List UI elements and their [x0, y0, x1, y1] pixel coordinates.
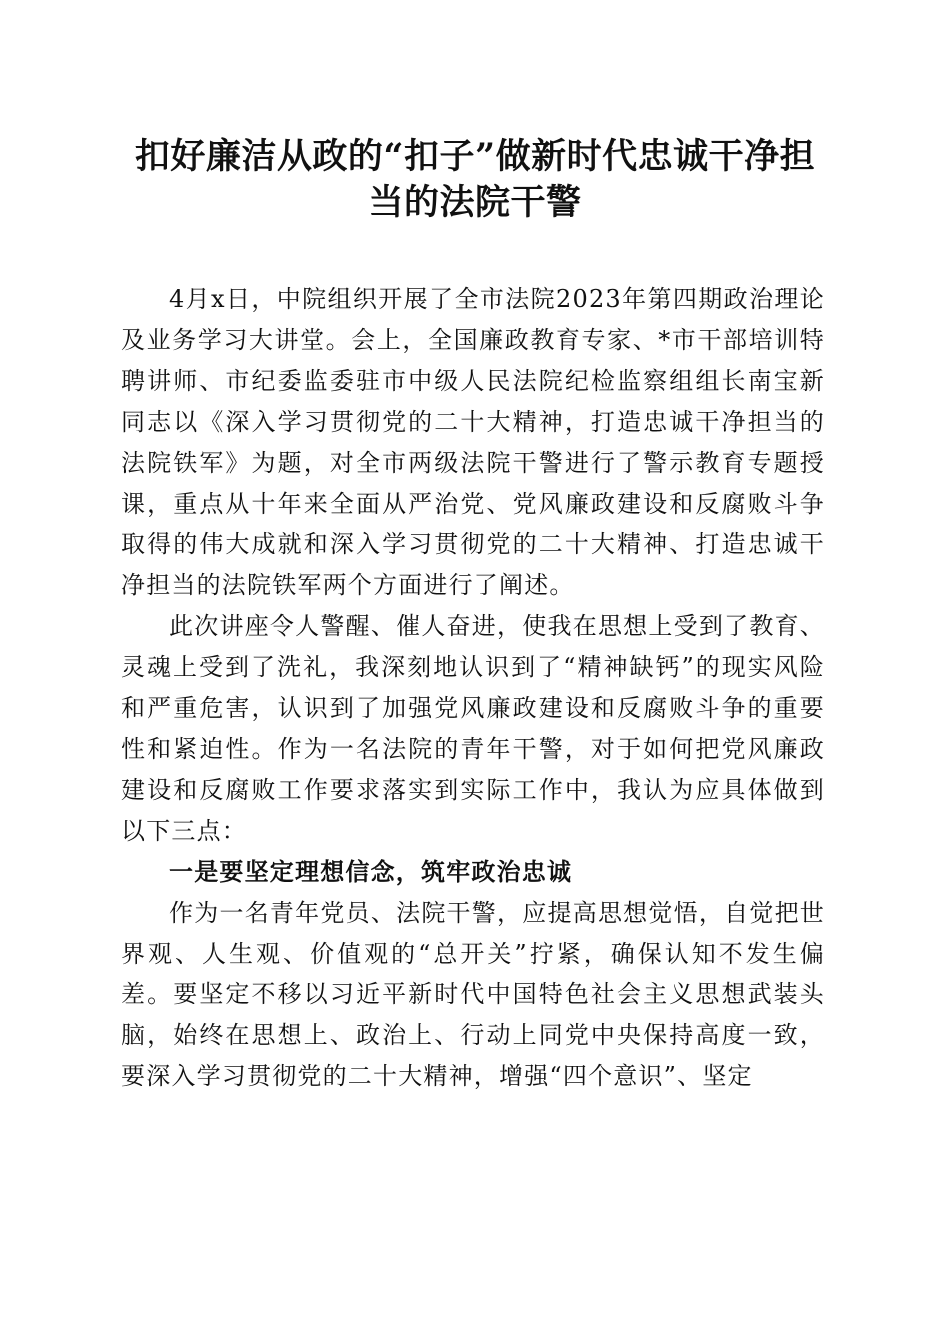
paragraph-intro: 4月x日，中院组织开展了全市法院2023年第四期政治理论及业务学习大讲堂。会上，全国廉政教育专家、*市干部培训特聘讲师、市纪委监委驻市中级人民法院纪检监察组组长南宝新同志以《深入学习贯彻党的二十大精神，打造忠诚干净担当的法院铁军》为题，对全市两级法院干警进行了警示教育专题授课，重点从十年来全面从严治党、党风廉政建设和反腐败斗争取得的伟大成就和深入学习贯彻党的二十大精神、打造忠诚干净担当的法院铁军两个方面进行了阐述。: [121, 285, 825, 600]
title-line-1: 扣好廉洁从政的“扣子”做新时代忠诚干净担: [134, 136, 816, 177]
document-title: [110, 134, 840, 226]
paragraph-section-1: 作为一名青年党员、法院干警，应提高思想觉悟，自觉把世界观、人生观、价值观的“总开关”拧紧，确保认知不发生偏差。要坚定不移以习近平新时代中国特色社会主义思想武装头脑，始终在思想上、政治上、行动上同党中央保持高度一致，要深入学习贯彻党的二十大精神，增强“四个意识”、坚定: [121, 898, 825, 1091]
title-line-2: 当的法院干警: [368, 182, 582, 223]
document-body: [121, 279, 825, 1097]
paragraph-reflection: 此次讲座令人警醒、催人奋进，使我在思想上受到了教育、灵魂上受到了洗礼，我深刻地认识到了“精神缺钙”的现实风险和严重危害，认识到了加强党风廉政建设和反腐败斗争的重要性和紧迫性。作为一名法院的青年干警，对于如何把党风廉政建设和反腐败工作要求落实到实际工作中，我认为应具体做到以下三点：: [121, 612, 825, 845]
section-heading-1: 一是要坚定理想信念，筑牢政治忠诚: [169, 856, 573, 886]
